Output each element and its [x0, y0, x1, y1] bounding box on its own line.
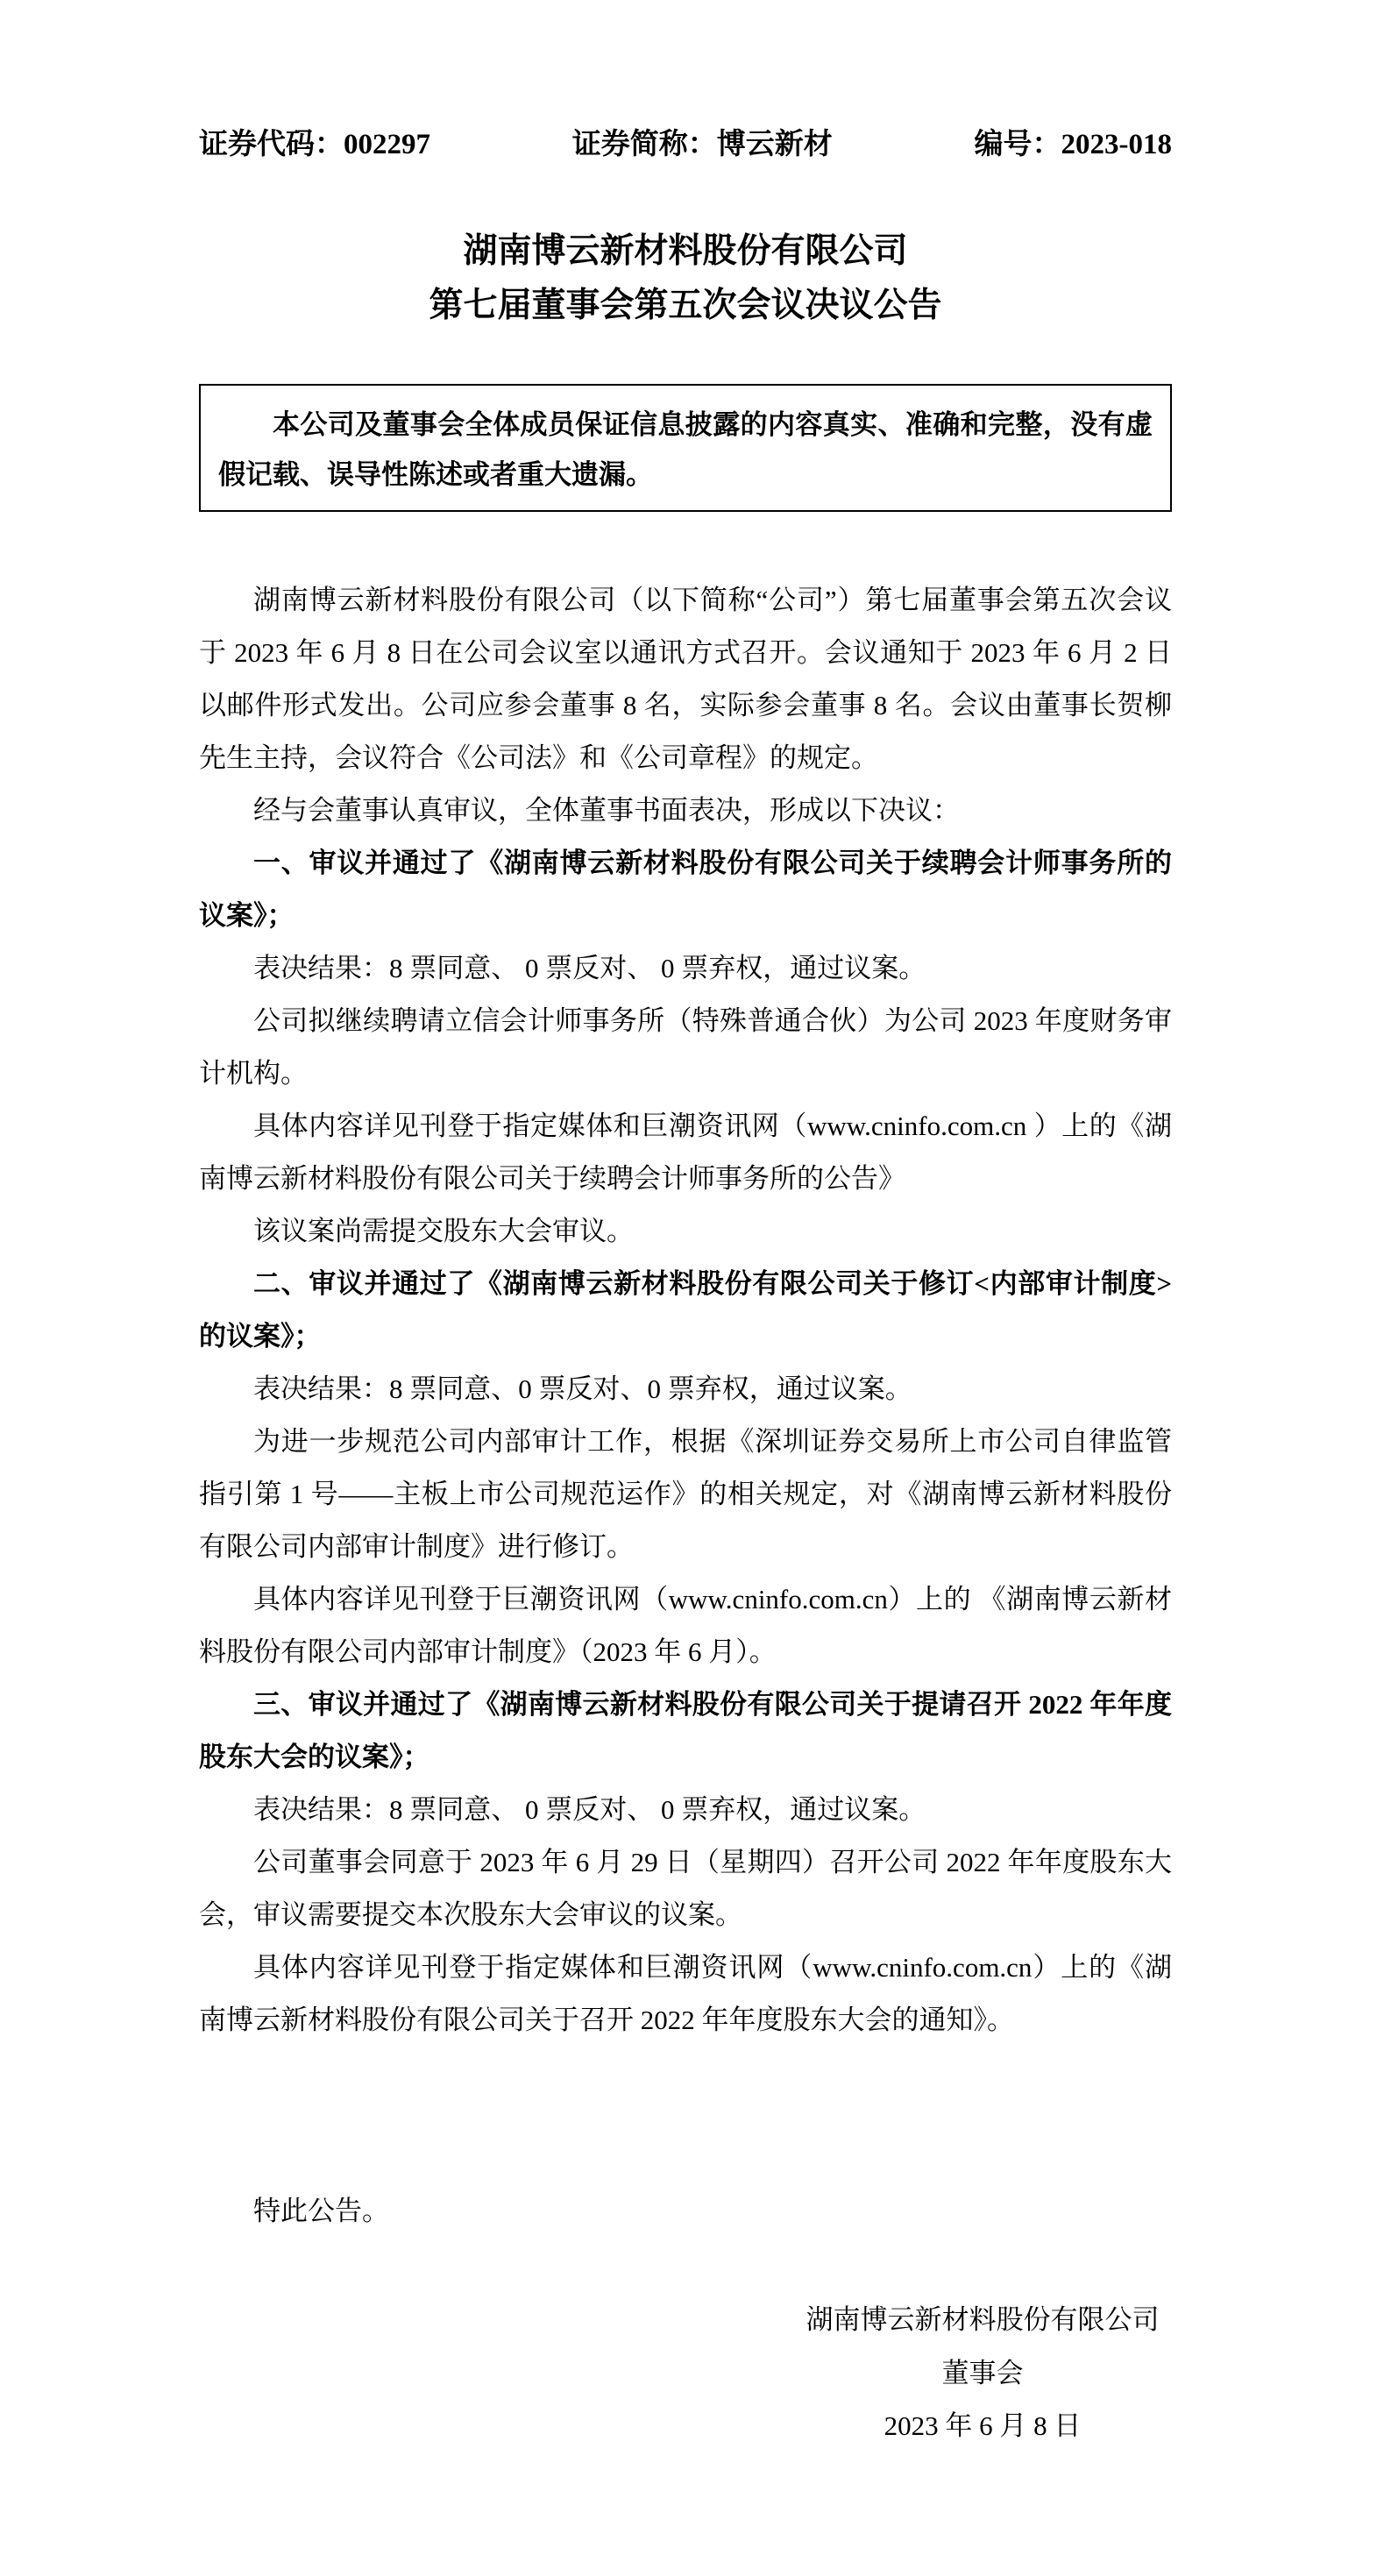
disclaimer-box	[199, 384, 1172, 512]
disclaimer-text: 本公司及董事会全体成员保证信息披露的内容真实、准确和完整，没有虚假记载、误导性陈述或者重大遗漏。	[218, 409, 1153, 490]
title-block	[199, 224, 1172, 333]
company-name-title: 湖南博云新材料股份有限公司	[463, 232, 908, 270]
section-1-reference: 具体内容详见刊登于指定媒体和巨潮资讯网（www.cninfo.com.cn ）上的《湖南博云新材料股份有限公司关于续聘会计师事务所的公告》	[199, 1111, 1172, 1194]
signature-block	[793, 2294, 1172, 2453]
section-2-reference: 具体内容详见刊登于巨潮资讯网（www.cninfo.com.cn）上的 《湖南博云新材料股份有限公司内部审计制度》（2023 年 6 月）。	[199, 1584, 1172, 1667]
section-3-reference: 具体内容详见刊登于指定媒体和巨潮资讯网（www.cninfo.com.cn）上的《湖南博云新材料股份有限公司关于召开 2022 年年度股东大会的通知》。	[199, 1952, 1172, 2035]
document-header	[199, 128, 1172, 161]
section-1-heading: 一、审议并通过了《湖南博云新材料股份有限公司关于续聘会计师事务所的议案》；	[199, 848, 1172, 931]
announcement-title: 第七届董事会第五次会议决议公告	[429, 287, 942, 324]
section-3-vote-result: 表决结果：8 票同意、 0 票反对、 0 票弃权，通过议案。	[253, 1794, 926, 1825]
section-2-vote-result: 表决结果：8 票同意、0 票反对、0 票弃权，通过议案。	[253, 1373, 912, 1404]
section-1-detail: 公司拟继续聘请立信会计师事务所（特殊普通合伙）为公司 2023 年度财务审计机构。	[199, 1005, 1172, 1089]
document-body	[199, 574, 1172, 2047]
section-2-heading: 二、审议并通过了《湖南博云新材料股份有限公司关于修订<内部审计制度>的议案》；	[199, 1268, 1172, 1352]
signature-board: 董事会	[941, 2357, 1024, 2388]
paragraph-resolutions-lead: 经与会董事认真审议，全体董事书面表决，形成以下决议：	[253, 795, 960, 826]
section-2-detail: 为进一步规范公司内部审计工作，根据《深圳证券交易所上市公司自律监管指引第 1 号——主板上市公司规范运作》的相关规定，对《湖南博云新材料股份有限公司内部审计制度》进行修订。	[199, 1426, 1172, 1562]
announcement-number: 编号：2023-018	[974, 129, 1172, 160]
section-1-note: 该议案尚需提交股东大会审议。	[253, 1216, 634, 1246]
signature-company: 湖南博云新材料股份有限公司	[806, 2304, 1160, 2335]
paragraph-intro: 湖南博云新材料股份有限公司（以下简称“公司”）第七届董事会第五次会议于 2023 年 6 月 8 日在公司会议室以通讯方式召开。会议通知于 2023 年 6 月 2 日以邮件形式发出。公司应参会董事 8 名，实际参会董事 8 名。会议由董事长贺柳先生主持，会议符合《公司法》和《公司章程》的规定。	[199, 585, 1172, 773]
stock-abbr: 证券简称：博云新材	[571, 129, 833, 160]
stock-code: 证券代码：002297	[199, 129, 430, 160]
closing-statement: 特此公告。	[253, 2196, 389, 2226]
section-3-detail: 公司董事会同意于 2023 年 6 月 29 日（星期四）召开公司 2022 年年度股东大会，审议需要提交本次股东大会审议的议案。	[199, 1847, 1172, 1930]
section-3-heading: 三、审议并通过了《湖南博云新材料股份有限公司关于提请召开 2022 年年度股东大会的议案》；	[199, 1689, 1172, 1772]
section-1-vote-result: 表决结果：8 票同意、 0 票反对、 0 票弃权，通过议案。	[253, 953, 926, 983]
signature-date: 2023 年 6 月 8 日	[884, 2410, 1082, 2441]
